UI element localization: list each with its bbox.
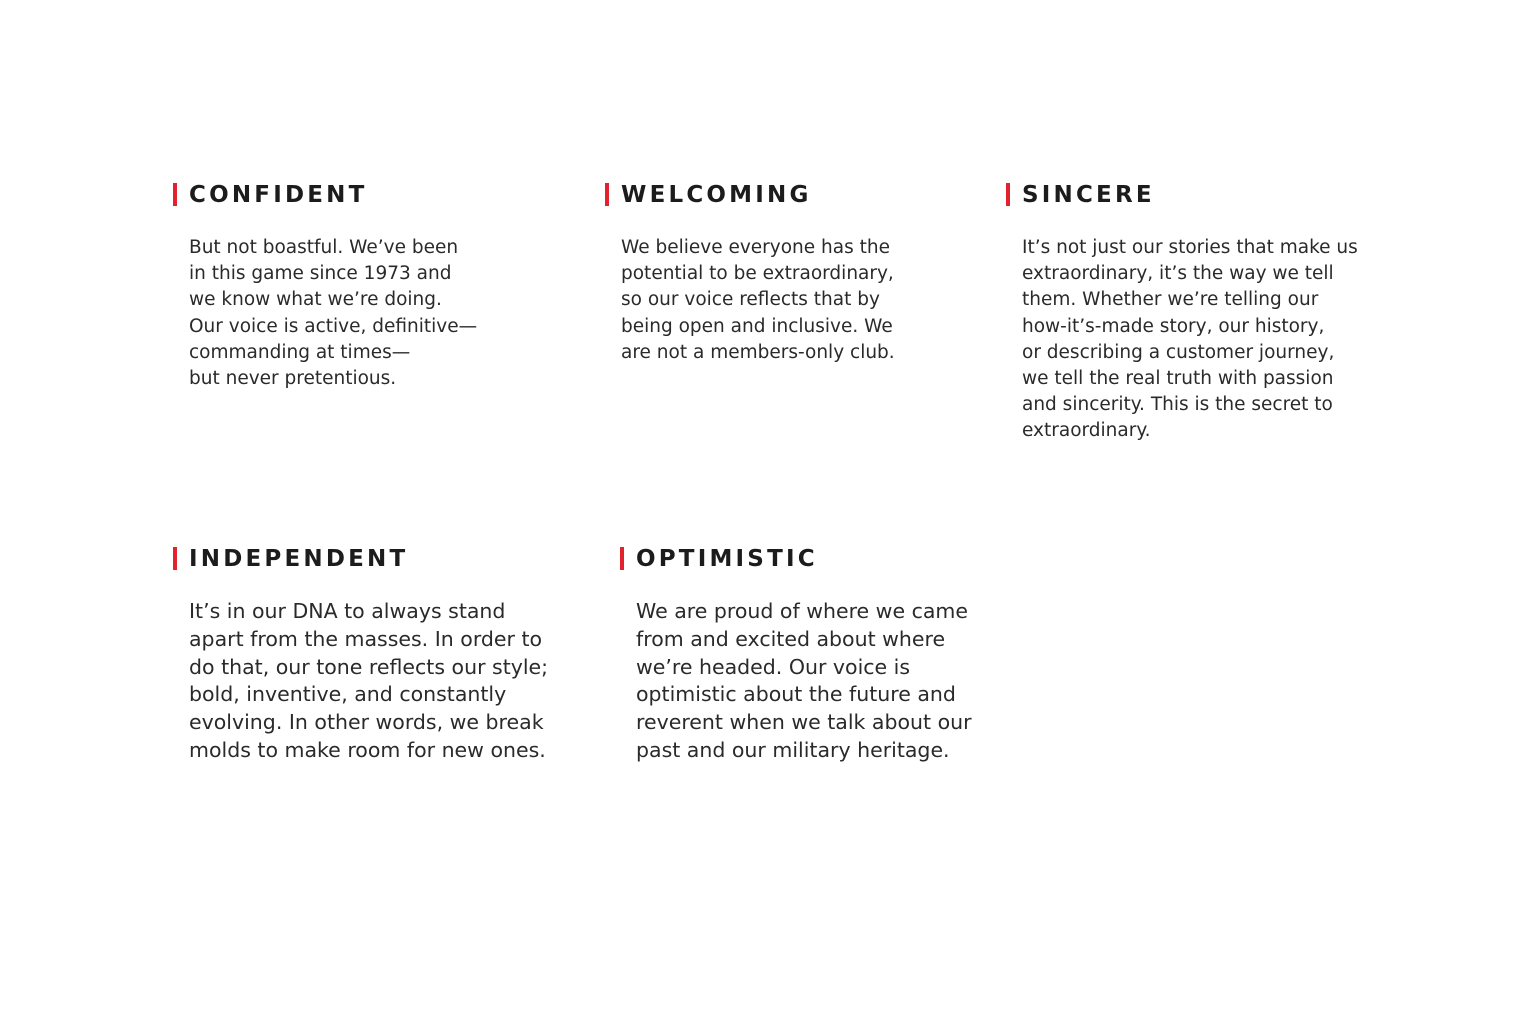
body-line: But not boastful. We’ve been [189, 237, 459, 258]
body-line: in this game since 1973 and [189, 263, 452, 285]
section-heading [620, 547, 1040, 573]
section-welcoming [605, 183, 985, 423]
body-line: extraordinary, it’s the way we tell [1022, 263, 1334, 285]
accent-bar [173, 547, 177, 570]
section-title: SINCERE [1022, 182, 1155, 208]
body-line: bold, inventive, and constantly [189, 682, 507, 707]
body-line: potential to be extraordinary, [621, 263, 894, 285]
body-line: so our voice reflects that by [621, 289, 880, 311]
section-confident [173, 183, 553, 423]
section-title: OPTIMISTIC [636, 546, 818, 572]
section-sincere [1006, 183, 1446, 473]
section-body [189, 598, 548, 765]
section-optimistic [620, 547, 1040, 787]
body-line: reverent when we talk about our [636, 710, 972, 735]
body-line: evolving. In other words, we break [189, 710, 544, 735]
section-body [189, 235, 477, 392]
body-line: past and our military heritage. [636, 737, 950, 762]
body-line: and sincerity. This is the secret to [1022, 394, 1333, 416]
body-line: commanding at times— [189, 341, 411, 363]
body-line: are not a members-only club. [621, 341, 895, 363]
section-title: INDEPENDENT [189, 546, 409, 572]
body-line: We are proud of where we came [636, 599, 968, 623]
body-line: apart from the masses. In order to [189, 626, 543, 651]
section-heading [605, 183, 985, 209]
body-line: We believe everyone has the [621, 237, 890, 258]
body-line: from and excited about where [636, 626, 946, 651]
body-line: Our voice is active, definitive— [189, 315, 478, 337]
section-title: WELCOMING [621, 182, 812, 208]
accent-bar [1006, 183, 1010, 206]
body-line: molds to make room for new ones. [189, 737, 546, 762]
section-heading [173, 183, 553, 209]
section-body [1022, 235, 1358, 445]
body-line: It’s not just our stories that make us [1022, 237, 1358, 258]
body-line: optimistic about the future and [636, 682, 956, 707]
body-line: how-it’s-made story, our history, [1022, 315, 1325, 337]
section-body [621, 235, 895, 366]
section-heading [173, 547, 593, 573]
body-line: we’re headed. Our voice is [636, 654, 911, 679]
body-line: we tell the real truth with passion [1022, 368, 1334, 390]
body-line: or describing a customer journey, [1022, 341, 1335, 363]
body-line: but never pretentious. [189, 368, 397, 390]
body-line: we know what we’re doing. [189, 289, 442, 311]
body-line: It’s in our DNA to always stand [189, 599, 506, 623]
accent-bar [620, 547, 624, 570]
body-line: do that, our tone reflects our style; [189, 654, 549, 679]
section-heading [1006, 183, 1446, 209]
body-line: extraordinary. [1022, 420, 1151, 442]
body-line: them. Whether we’re telling our [1022, 289, 1319, 311]
section-independent [173, 547, 593, 787]
accent-bar [605, 183, 609, 206]
body-line: being open and inclusive. We [621, 315, 893, 337]
section-title: CONFIDENT [189, 182, 368, 208]
section-body [636, 598, 972, 765]
accent-bar [173, 183, 177, 206]
